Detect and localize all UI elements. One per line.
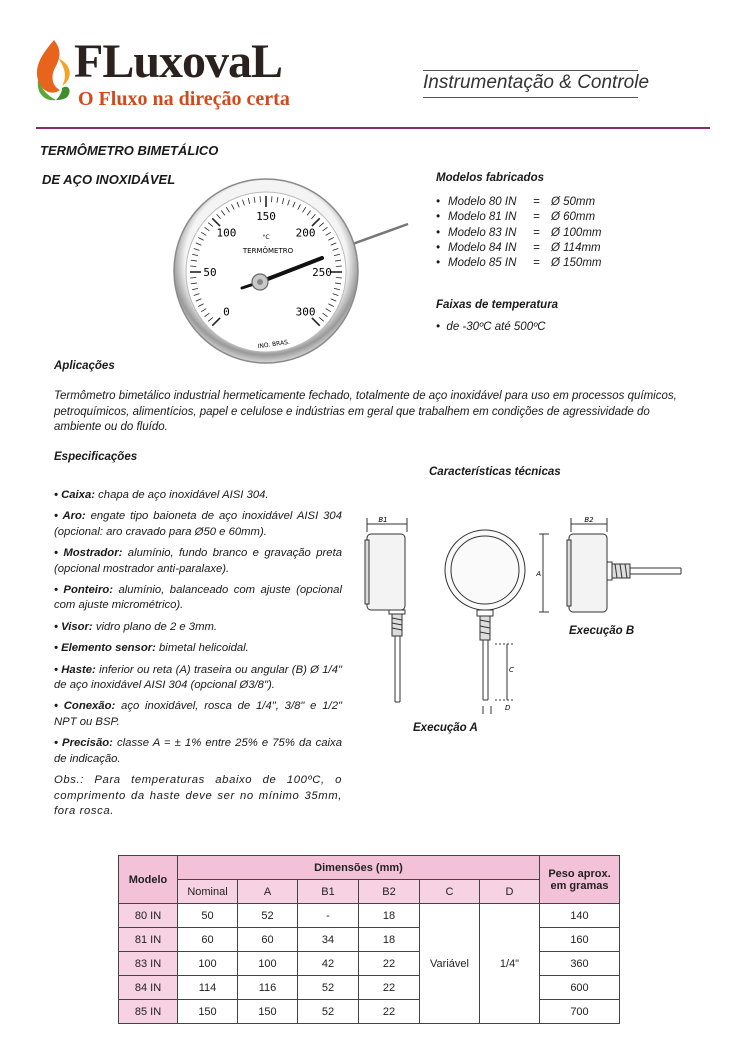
- col-c-header: C: [420, 880, 480, 904]
- model-item: • Modelo 85 IN = Ø 150mm: [436, 257, 602, 270]
- models-heading: Modelos fabricados: [436, 172, 544, 184]
- spec-item: • Mostrador: alumínio, fundo branco e gravação preta (opcional mostrador anti-paralaxe).: [54, 547, 342, 575]
- table-row: 84 IN 114 116 52 22 600: [119, 976, 620, 1000]
- col-nominal-header: Nominal: [178, 880, 238, 904]
- gauge-label: TERMÔMETRO: [242, 247, 294, 255]
- gauge-scale-label: 150: [256, 210, 276, 223]
- col-d-header: D: [480, 880, 540, 904]
- model-item: • Modelo 80 IN = Ø 50mm: [436, 196, 596, 208]
- spec-item: • Precisão: classe A = ± 1% entre 25% e 75% da caixa de indicação.: [54, 737, 342, 765]
- gauge-scale-label: 50: [203, 266, 217, 279]
- brand-name: FLuxovaL: [74, 35, 283, 88]
- model-item: • Modelo 81 IN = Ø 60mm: [436, 211, 596, 224]
- spec-item: • Ponteiro: alumínio, balanceado com ajuste (opcional com ajuste micrométrico).: [54, 584, 342, 612]
- model-item: • Modelo 84 IN = Ø 114mm: [436, 241, 601, 254]
- spec-item: • Aro: engate tipo baioneta de aço inoxidável AISI 304 (opcional: aro cravado para Ø50 e 60mm).: [54, 510, 342, 538]
- section-title: Instrumentação & Controle: [423, 72, 650, 93]
- thermometer-gauge-image: [172, 176, 412, 366]
- dimensions-group-header: Dimensões (mm): [178, 856, 540, 880]
- model-item: • Modelo 83 IN = Ø 100mm: [436, 226, 602, 239]
- brand-tagline: O Fluxo na direção certa: [78, 88, 290, 110]
- table-row: 85 IN 150 150 52 22 700: [119, 1000, 620, 1024]
- col-b1-header: B1: [298, 880, 359, 904]
- technical-drawing: [355, 510, 685, 740]
- dimensions-table: [118, 855, 620, 1024]
- svg-text:D: D: [505, 704, 511, 712]
- product-title-line2: DE AÇO INOXIDÁVEL: [42, 172, 176, 187]
- header-divider: [36, 127, 710, 129]
- header-rule-bottom: [423, 97, 638, 98]
- ranges-heading: Faixas de temperatura: [436, 299, 559, 311]
- gauge-maker: INO. BRAS.: [257, 338, 291, 351]
- col-weight-header: Peso aprox. em gramas: [540, 856, 620, 904]
- gauge-scale-label: 250: [312, 266, 332, 279]
- header-rule-top: [423, 70, 638, 71]
- spec-item: • Caixa: chapa de aço inoxidável AISI 304.: [54, 489, 269, 501]
- technical-heading: Características técnicas: [429, 466, 561, 478]
- execution-a-label: Execução A: [413, 722, 478, 734]
- gauge-unit: °C: [262, 234, 270, 241]
- svg-text:B1: B1: [378, 516, 388, 524]
- spec-item: • Conexão: aço inoxidável, rosca de 1/4", 3/8" e 1/2" NPT ou BSP.: [54, 700, 342, 728]
- product-title-line1: TERMÔMETRO BIMETÁLICO: [40, 143, 219, 158]
- spec-item: • Visor: vidro plano de 2 e 3mm.: [54, 620, 218, 633]
- svg-text:A: A: [536, 570, 541, 578]
- gauge-scale-label: 100: [216, 226, 237, 240]
- col-model-header: Modelo: [119, 856, 178, 904]
- specs-list: [54, 488, 342, 825]
- models-list: [436, 195, 636, 271]
- c-value-cell: Variável: [420, 904, 480, 1024]
- execution-b-label: Execução B: [569, 625, 635, 637]
- col-b2-header: B2: [359, 880, 420, 904]
- spec-item: • Elemento sensor: bimetal helicoidal.: [54, 642, 249, 655]
- table-row: 80 IN 50 52 - 18 Variável 1/4" 140: [119, 904, 620, 928]
- gauge-scale-label: 200: [295, 226, 316, 240]
- flame-icon: [37, 40, 60, 93]
- spec-item: • Haste: inferior ou reta (A) traseira ou angular (B) Ø 1/4" de aço inoxidável AISI 304 (opcional Ø3/8").: [54, 663, 342, 692]
- svg-text:C: C: [509, 666, 514, 674]
- applications-heading: Aplicações: [54, 360, 115, 372]
- d-value-cell: 1/4": [480, 904, 540, 1024]
- spec-obs: Obs.: Para temperaturas abaixo de 100ºC, o comprimento da haste deve ser no mínimo 35mm, fora rosca.: [54, 774, 342, 817]
- gauge-scale-label: 300: [295, 305, 316, 319]
- range-item: • de -30ºC até 500ºC: [436, 321, 546, 333]
- specs-heading: Especificações: [54, 451, 138, 463]
- col-a-header: A: [238, 880, 298, 904]
- table-row: 83 IN 100 100 42 22 360: [119, 952, 620, 976]
- table-row: 81 IN 60 60 34 18 160: [119, 928, 620, 952]
- gauge-scale-label: 0: [223, 305, 230, 319]
- svg-text:B2: B2: [584, 516, 594, 524]
- applications-text: Termômetro bimetálico industrial hermeticamente fechado, totalmente de aço inoxidável para uso em processos químicos, petroquímicos, alimentícios, papel e celulose e indústrias em geral que trabalhem em condições de agressividade do ambiente ou do fluído.: [54, 390, 677, 433]
